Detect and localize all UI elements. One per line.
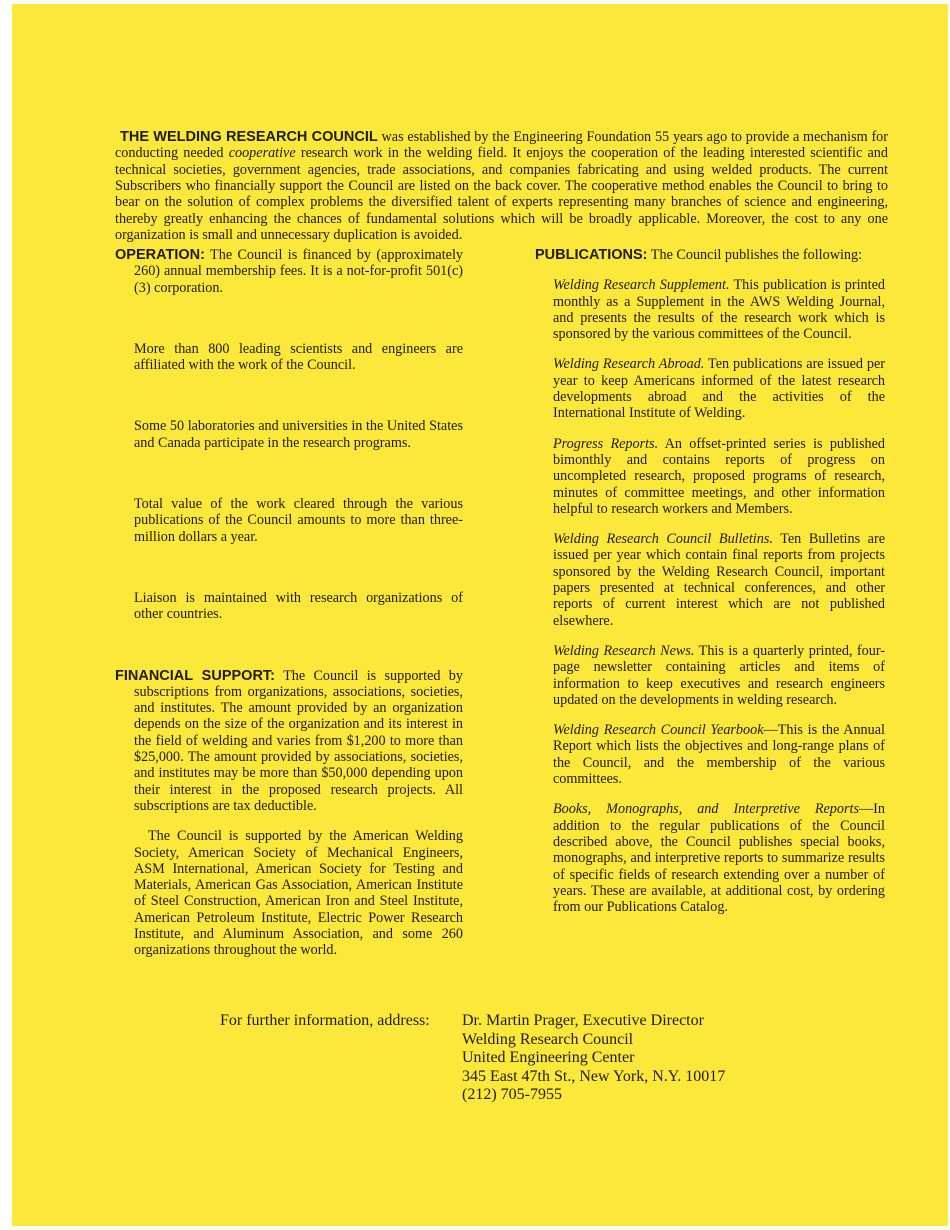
publication-title: Books, Monographs, and Interpretive Reports bbox=[553, 801, 859, 818]
operation-paragraph-2: Some 50 laboratories and universities in the United States and Canada participate in the research programs. bbox=[134, 418, 463, 451]
right-column bbox=[535, 247, 885, 915]
publications-paragraph bbox=[535, 247, 885, 263]
intro-heading: THE WELDING RESEARCH COUNCIL bbox=[120, 129, 378, 146]
publication-title: Welding Research News. bbox=[553, 642, 695, 659]
publications-lead: The Council publishes the following: bbox=[647, 247, 863, 263]
publication-item bbox=[535, 277, 885, 342]
intro-text-1: was established by the Engineering Foundation 55 years ago to provide a mechanism for conducting needed bbox=[115, 129, 888, 162]
intro-text-2: research work in the welding field. It enjoys the cooperation of the leading interested scientific and technical societies, government agencies, trade associations, and companies fabricating and using welded products. The current Subscribers who financially support the Council are listed on the back cover. The cooperative method enables the Council to bring to bear on the solution of complex problems the diversified talent of experts representing many branches of science and engineering, thereby greatly enhancing the chances of fundamental solutions which will be broadly applicable. Moreover, the cost to any one organization is small and unnecessary duplication is avoided. bbox=[115, 145, 888, 243]
left-column bbox=[115, 247, 463, 959]
publication-title: Welding Research Council Yearbook bbox=[553, 722, 764, 739]
operation-paragraph bbox=[115, 247, 463, 296]
contact-line: Dr. Martin Prager, Executive Director bbox=[462, 1012, 704, 1029]
publication-item bbox=[535, 531, 885, 629]
contact-address bbox=[462, 1012, 725, 1105]
financial-heading: FINANCIAL SUPPORT: bbox=[115, 667, 275, 684]
publication-item bbox=[535, 436, 885, 517]
contact-line: United Engineering Center bbox=[462, 1049, 635, 1066]
publication-item bbox=[535, 643, 885, 708]
publication-title: Progress Reports. bbox=[553, 435, 659, 452]
publication-text: This is a quarterly printed, four-page newsletter containing articles and items of information to keep executives and research engineers updated on the developments in welding research. bbox=[553, 642, 886, 708]
publication-text: —This is the Annual Report which lists the objectives and long-range plans of the Council, and the membership of the various committees. bbox=[553, 722, 885, 788]
contact-line: Welding Research Council bbox=[462, 1030, 634, 1048]
publication-item bbox=[535, 801, 885, 915]
publication-item bbox=[535, 356, 885, 421]
supporters-paragraph: The Council is supported by the American Welding Society, American Society of Mechanical Engineers, ASM International, American Society for Testing and Materials, American Gas Association, American Institute of Steel Construction, American Iron and Steel Institute, American Petroleum Institute, Electric Power Research Institute, and Aluminum Association, and some 260 organizations throughout the world. bbox=[134, 828, 463, 959]
operation-paragraph-4: Liaison is maintained with research organizations of other countries. bbox=[134, 589, 463, 623]
publication-title: Welding Research Supplement. bbox=[553, 277, 730, 294]
publications-heading: PUBLICATIONS: bbox=[535, 247, 648, 263]
publication-item bbox=[535, 722, 885, 787]
publication-title: Welding Research Abroad. bbox=[553, 356, 705, 373]
contact-line: 345 East 47th St., New York, N.Y. 10017 bbox=[462, 1067, 726, 1085]
publication-title: Welding Research Council Bulletins. bbox=[553, 531, 773, 548]
publication-text: Ten publications are issued per year to keep Americans informed of the latest research developments abroad and the activities of the International Institute of Welding. bbox=[553, 356, 885, 422]
operation-lead: The Council is financed by (approximately 260) annual membership fees. It is a not-for-profit 501(c)(3) corporation. bbox=[134, 247, 463, 296]
financial-lead: The Council is supported by subscriptions from organizations, associations, societies, and institutes. The amount provided by an organization depends on the size of the organization and its interest in the field of welding and varies from $1,200 to more than $25,000. The amount provided by associations, societies, and institutes may be more than $50,000 depending upon their interest in the proposed research projects. All subscriptions are tax deductible. bbox=[134, 667, 463, 814]
publication-text: This publication is printed monthly as a Supplement in the AWS Welding Journal, and presents the results of the research work which is sponsored by the various committees of the Council. bbox=[553, 277, 885, 343]
intro-italic-word: cooperative bbox=[228, 145, 296, 162]
contact-label: For further information, address: bbox=[220, 1012, 430, 1029]
operation-paragraph-3: Total value of the work cleared through the various publications of the Council amounts to more than three-million dollars a year. bbox=[134, 496, 463, 545]
publication-text: An offset-printed series is published bimonthly and contains reports of progress on uncompleted research, proposed programs of research, minutes of committee meetings, and other information helpful to research workers and Members. bbox=[553, 435, 885, 517]
publication-text: —In addition to the regular publications of the Council described above, the Council publishes special books, monographs, and interpretive reports to summarize results of specific fields of research extending over a number of years. These are available, at additional cost, by ordering from our Publications Catalog. bbox=[553, 801, 885, 916]
contact-line: (212) 705-7955 bbox=[462, 1086, 562, 1103]
intro-paragraph bbox=[115, 129, 888, 243]
financial-paragraph bbox=[115, 668, 463, 815]
operation-heading: OPERATION: bbox=[115, 247, 205, 263]
operation-paragraph-1: More than 800 leading scientists and engineers are affiliated with the work of the Council. bbox=[134, 340, 463, 374]
publication-text: Ten Bulletins are issued per year which contain final reports from projects sponsored by the Welding Research Council, important papers presented at technical conferences, and other reports of current interest which are not published elsewhere. bbox=[553, 531, 885, 629]
